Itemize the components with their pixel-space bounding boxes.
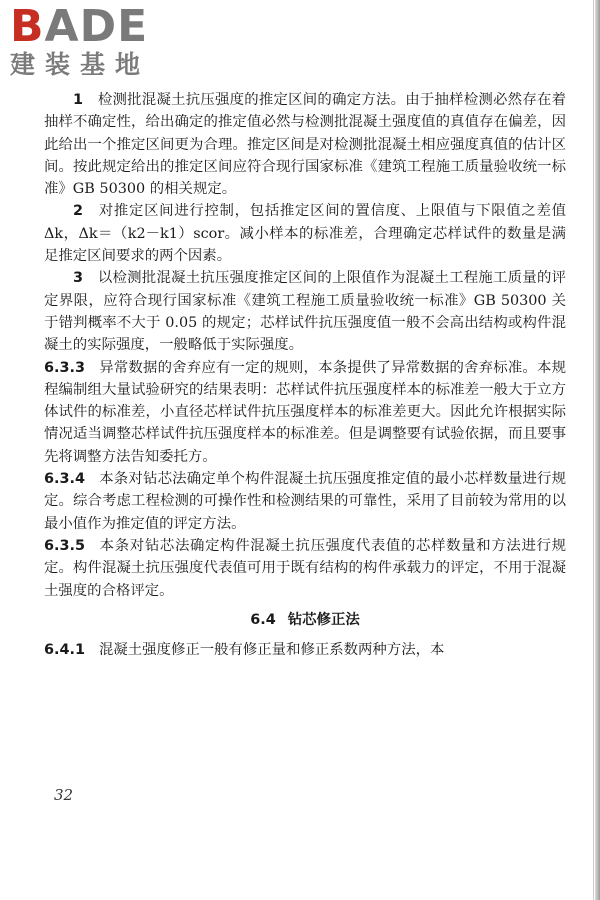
list-item-1 (44, 89, 566, 200)
clause-6-3-3 (44, 357, 566, 468)
logo-mark-rest: ADE (44, 1, 149, 52)
document-body (44, 89, 566, 661)
clause-number: 6.3.4 (44, 471, 85, 488)
clause-number: 6.4.1 (44, 641, 85, 658)
watermark-logo (10, 1, 185, 80)
page-number: 32 (54, 786, 74, 804)
item-text: 检测批混凝土抗压强度的推定区间的确定方法。由于抽样检测必然存在着抽样不确定性，给出确定的推定值必然与检测批混凝土强度值的真值存在偏差，因此给出一个推定区间更为合理。推定区间是对检测批混凝土相应强度真值的估计区间。按此规定给出的推定区间应符合现行国家标准《建筑工程施工质量验收统一标准》GB 50300 的相关规定。 (44, 92, 566, 198)
clause-text: 本条对钻芯法确定构件混凝土抗压强度代表值的芯样数量和方法进行规定。构件混凝土抗压强度代表值可用于既有结构的构件承载力的评定，不用于混凝土强度的合格评定。 (44, 537, 566, 599)
item-text: 对推定区间进行控制，包括推定区间的置信度、上限值与下限值之差值 Δk，Δk＝（k2－k1）scor。减小样本的标准差，合理确定芯样试件的数量是满足推定区间要求的两个因素。 (44, 203, 566, 265)
item-number: 2 (73, 203, 84, 220)
section-title: 钻芯修正法 (287, 611, 360, 628)
logo-mark (10, 1, 185, 52)
clause-number: 6.3.3 (44, 359, 85, 376)
clause-number: 6.3.5 (44, 537, 85, 554)
clause-text: 异常数据的舍弃应有一定的规则，本条提供了异常数据的舍弃标准。本规程编制组大量试验研究的结果表明：芯样试件抗压强度样本的标准差一般大于立方体试件的标准差，小直径芯样试件抗压强度样本的标准差更大。因此允许根据实际情况适当调整芯样试件抗压强度样本的标准差。但是调整要有试验依据，而且要事先将调整方法告知委托方。 (44, 359, 566, 465)
clause-6-3-5 (44, 535, 566, 602)
logo-mark-accent: B (10, 1, 45, 52)
section-heading (44, 602, 566, 639)
clause-6-4-1 (44, 639, 566, 661)
clause-text: 混凝土强度修正一般有修正量和修正系数两种方法，本 (98, 641, 445, 658)
logo-subtitle: 建装基地 (10, 50, 151, 79)
page-edge-shadow (593, 0, 594, 900)
list-item-2 (44, 200, 566, 267)
item-text: 以检测批混凝土抗压强度推定区间的上限值作为混凝土工程施工质量的评定界限，应符合现行国家标准《建筑工程施工质量验收统一标准》GB 50300 关于错判概率不大于 0.05 的规定；芯样试件抗压强度值一般不会高出结构或构件混凝土的实际强度，一般略低于实际强度。 (44, 270, 566, 354)
section-number: 6.4 (250, 611, 276, 628)
item-number: 3 (73, 270, 84, 287)
clause-text: 本条对钻芯法确定单个构件混凝土抗压强度推定值的最小芯样数量进行规定。综合考虑工程检测的可操作性和检测结果的可靠性，采用了目前较为常用的以最小值作为推定值的评定方法。 (44, 471, 566, 532)
list-item-3 (44, 267, 566, 356)
item-number: 1 (73, 92, 84, 108)
page-edge (595, 0, 600, 900)
clause-6-3-4 (44, 468, 566, 535)
